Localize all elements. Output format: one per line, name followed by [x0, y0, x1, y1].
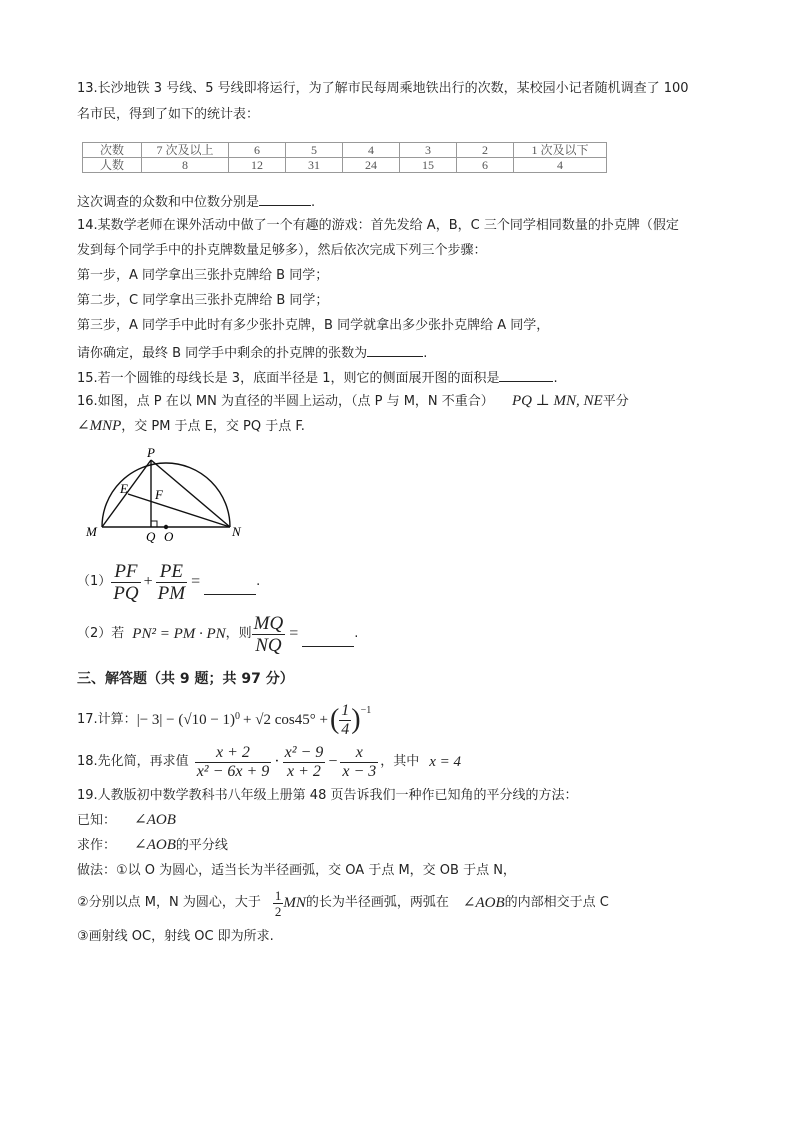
q16-part2 [77, 612, 358, 656]
label-o: O [164, 529, 174, 544]
period: . [311, 195, 316, 210]
table-cell: 15 [400, 158, 457, 173]
section-heading: 三、解答题（共 9 题；共 97 分） [77, 671, 294, 687]
q14-line2: 发到每个同学手中的扑克牌数量足够多），然后依次完成下列三个步骤： [77, 243, 487, 258]
fraction-one-quarter [339, 702, 351, 739]
dot-operator: · [274, 753, 280, 770]
q16-line2-text: ，交 PM 于点 E，交 PQ 于点 F. [121, 419, 305, 434]
find-angle: ∠AOB [134, 837, 176, 853]
q17-exponent-zero: 0 [235, 711, 241, 722]
answer-blank[interactable] [302, 632, 354, 647]
table-cell: 8 [142, 158, 229, 173]
right-paren: ) [351, 704, 361, 735]
q14-step1: 第一步，A 同学拿出三张扑克牌给 B 同学； [77, 268, 329, 283]
table-cell: 次数 [83, 143, 142, 158]
answer-blank[interactable] [259, 191, 311, 206]
equals-sign: = [289, 625, 299, 642]
table-cell: 人数 [83, 158, 142, 173]
q13-question-text: 这次调查的众数和中位数分别是 [77, 195, 260, 210]
q14-line1: 14.某数学老师在课外活动中做了一个有趣的游戏：首先发给 A，B，C 三个同学相同数量的扑克牌（假定 [77, 218, 679, 233]
q13-line2: 名市民，得到了如下的统计表： [77, 107, 260, 122]
q17-expr-part2: + √2 cos45° + [243, 712, 328, 728]
table-cell: 4 [514, 158, 607, 173]
find-end: 的平分线 [175, 838, 228, 853]
q14-ask-text: 请你确定，最终 B 同学手中剩余的扑克牌的张数为 [77, 346, 368, 361]
fraction-numerator: 1 [274, 887, 282, 903]
q16-condition: PN² = PM · PN [132, 626, 226, 642]
fraction-pf-pq [111, 561, 140, 604]
find-label: 求作： [77, 838, 117, 853]
fraction-mq-nq [252, 613, 286, 656]
period: . [256, 574, 261, 589]
fraction-numerator: PE [156, 561, 187, 583]
q19-known [77, 811, 176, 830]
label-n: N [232, 524, 241, 539]
fraction-denominator: x + 2 [287, 762, 321, 780]
fraction-2 [283, 744, 326, 781]
fraction-denominator: 2 [274, 903, 282, 919]
period: . [553, 371, 558, 386]
answer-blank[interactable] [204, 580, 256, 595]
fraction-denominator: x² − 6x + 9 [196, 762, 270, 780]
table-cell: 24 [343, 158, 400, 173]
segment-ne [128, 494, 230, 527]
angle-aob: ∠AOB [462, 895, 505, 911]
q16-line1 [77, 392, 629, 411]
label-p: P [147, 445, 155, 460]
q13-question [77, 191, 315, 212]
table-cell: 1 次及以下 [514, 143, 607, 158]
segment-mn: MN [283, 895, 306, 911]
table-cell: 3 [400, 143, 457, 158]
q18-label: 18.先化简，再求值 [77, 754, 189, 769]
period: . [423, 346, 428, 361]
fraction-denominator: PM [157, 582, 186, 604]
fraction-numerator: PF [111, 561, 140, 583]
q19-step3: ③画射线 OC，射线 OC 即为所求. [77, 929, 274, 944]
plus-sign: + [143, 573, 153, 590]
minus-sign: − [328, 753, 338, 770]
table-row [83, 143, 607, 158]
fraction-numerator: x + 2 [195, 744, 272, 763]
period: . [354, 626, 359, 641]
label-q: Q [146, 529, 156, 544]
label-m: M [86, 524, 97, 539]
table-cell: 31 [286, 158, 343, 173]
where-text: ，其中 [380, 754, 420, 769]
part-label: （1） [77, 574, 112, 589]
q13-line1: 13.长沙地铁 3 号线、5 号线即将运行，为了解市民每周乘地铁出行的次数，某校园小记者随机调查了 100 [77, 81, 689, 96]
q15-line [77, 367, 558, 388]
q16-line1-text: 16.如图，点 P 在以 MN 为直径的半圆上运动，（点 P 与 M，N 不重合） [77, 394, 494, 409]
table-cell: 6 [457, 158, 514, 173]
table-cell: 7 次及以上 [142, 143, 229, 158]
q16-bisect-word: 平分 [602, 394, 629, 409]
q16-angle: ∠MNP [77, 418, 122, 434]
q14-ask [77, 342, 427, 363]
q18-line [77, 742, 461, 782]
table-cell: 6 [229, 143, 286, 158]
right-angle-mark [151, 521, 157, 527]
q14-step2: 第二步，C 同学拿出三张扑克牌给 B 同学； [77, 293, 329, 308]
known-label: 已知： [77, 813, 117, 828]
known-angle: ∠AOB [134, 812, 176, 828]
table-cell: 4 [343, 143, 400, 158]
then-text: ，则 [225, 626, 252, 641]
q19-step2 [77, 886, 609, 920]
q17-label: 17.计算： [77, 712, 137, 727]
left-paren: ( [329, 704, 340, 735]
step2-text-c: 的长为半径画弧，两弧在 [305, 895, 449, 910]
label-f: F [155, 487, 163, 502]
step2-text-a: ②分别以点 M，N 为圆心，大于 [77, 895, 261, 910]
answer-blank[interactable] [367, 342, 423, 357]
label-e: E [120, 481, 128, 496]
fraction-denominator: 4 [341, 720, 350, 738]
fraction-3 [340, 744, 378, 781]
part-label: （2）若 [77, 626, 125, 641]
q14-step3: 第三步，A 同学手中此时有多少张扑克牌，B 同学就拿出多少张扑克牌给 A 同学， [77, 318, 550, 333]
fraction-denominator: PQ [113, 582, 139, 604]
fraction-1 [195, 744, 272, 781]
q16-semicircle-figure [80, 445, 260, 550]
table-cell: 2 [457, 143, 514, 158]
q19-find [77, 836, 228, 855]
q15-text: 15.若一个圆锥的母线长是 3，底面半径是 1，则它的侧面展开图的面积是 [77, 371, 500, 386]
fraction-half [273, 888, 284, 919]
fraction-numerator: x [340, 744, 378, 763]
q17-exponent-neg-one: −1 [360, 705, 372, 716]
q16-perp-condition: PQ ⊥ MN, NE [511, 393, 603, 409]
step2-text-e: 的内部相交于点 C [504, 895, 609, 910]
fraction-pe-pm [156, 561, 187, 604]
fraction-denominator: NQ [255, 634, 282, 656]
table-row [83, 158, 607, 173]
table-cell: 5 [286, 143, 343, 158]
table-cell: 12 [229, 158, 286, 173]
equals-sign: = [191, 573, 201, 590]
fraction-numerator: MQ [253, 612, 284, 634]
q17-line [77, 700, 371, 740]
fraction-numerator: 1 [341, 701, 350, 719]
fraction-denominator: x − 3 [342, 762, 377, 780]
q16-part1 [77, 562, 260, 602]
q13-stat-table [82, 142, 607, 173]
q19-method: 做法：①以 O 为圆心，适当长为半径画弧，交 OA 于点 M，交 OB 于点 N， [77, 863, 516, 878]
q18-condition: x = 4 [429, 754, 462, 770]
q19-line1: 19.人教版初中数学教科书八年级上册第 48 页告诉我们一种作已知角的平分线的方法： [77, 788, 578, 803]
q17-expr-part1: |− 3| − (√10 − 1) [136, 712, 236, 728]
answer-blank[interactable] [499, 367, 553, 382]
q16-line2 [77, 417, 305, 436]
fraction-numerator: x² − 9 [284, 743, 324, 761]
